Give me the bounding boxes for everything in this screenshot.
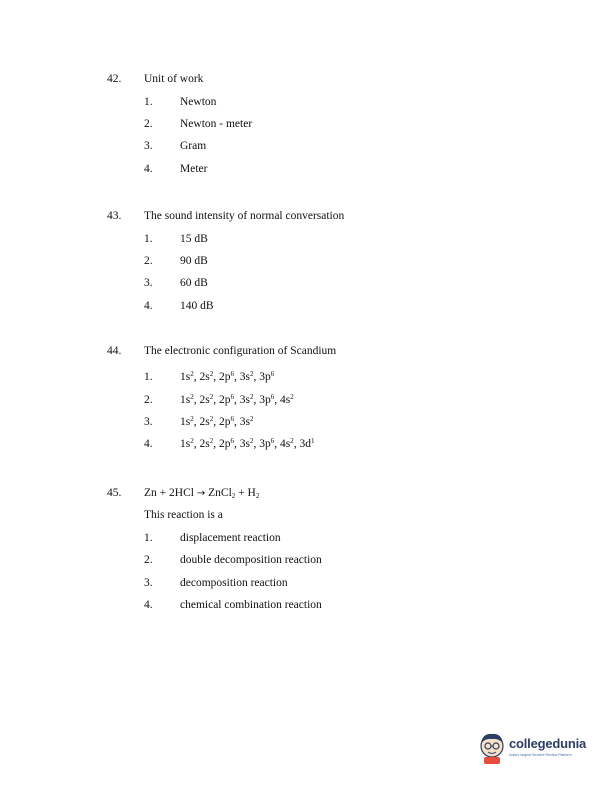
option-number: 3. <box>144 277 153 289</box>
question-equation: Zn + 2HCl → ZnCl$_2$ + $H_2$ <box>144 487 260 500</box>
option-43-1 <box>0 233 612 249</box>
question-number: 42. <box>107 73 122 85</box>
option-text: displacement reaction <box>180 532 281 544</box>
option-text: chemical combination reaction <box>180 599 322 611</box>
option-number: 4. <box>144 163 153 175</box>
option-text: Meter <box>180 163 208 175</box>
option-44-2 <box>0 394 612 410</box>
option-text: Newton - meter <box>180 118 253 130</box>
option-number: 3. <box>144 577 153 589</box>
option-number: 3. <box>144 140 153 152</box>
option-42-4 <box>0 163 612 179</box>
option-45-1 <box>0 532 612 548</box>
option-number: 4. <box>144 599 153 611</box>
collegedunia-logo <box>478 731 598 767</box>
option-45-4 <box>0 599 612 615</box>
option-text: double decomposition reaction <box>180 554 322 566</box>
option-number: 3. <box>144 416 153 428</box>
option-text: $1s^2$, $2s^2$, $2p^6$, $3s^2$, $3p^6$, $4s^2$, $3d^1$ <box>180 437 315 450</box>
option-number: 2. <box>144 118 153 130</box>
option-43-4 <box>0 300 612 316</box>
logo-name: collegedunia <box>509 736 587 751</box>
option-number: 2. <box>144 394 153 406</box>
option-number: 1. <box>144 371 153 383</box>
option-text: decomposition reaction <box>180 577 288 589</box>
option-number: 4. <box>144 300 153 312</box>
option-42-2 <box>0 118 612 134</box>
option-number: 2. <box>144 554 153 566</box>
mascot-icon <box>478 731 506 765</box>
option-45-3 <box>0 577 612 593</box>
option-number: 1. <box>144 233 153 245</box>
option-text: 140 dB <box>180 300 214 312</box>
question-number: 45. <box>107 487 122 499</box>
question-text: The sound intensity of normal conversation <box>144 210 345 222</box>
question-text: The electronic configuration of Scandium <box>144 345 337 357</box>
option-number: 1. <box>144 532 153 544</box>
option-44-4 <box>0 438 612 454</box>
option-42-3 <box>0 140 612 156</box>
question-number: 44. <box>107 345 122 357</box>
question-subtext: This reaction is a <box>144 509 223 521</box>
option-text: $1s^2$, $2s^2$, $2p^6$, $3s^2$, $3p^6$ <box>180 370 275 383</box>
option-number: 4. <box>144 438 153 450</box>
option-text: 60 dB <box>180 277 208 289</box>
option-44-1 <box>0 371 612 387</box>
option-number: 2. <box>144 255 153 267</box>
option-text: 15 dB <box>180 233 208 245</box>
option-text: $1s^2$, $2s^2$, $2p^6$, $3s^2$ <box>180 415 254 428</box>
option-43-3 <box>0 277 612 293</box>
logo-tagline: India's largest Student Review Platform <box>509 753 572 757</box>
option-43-2 <box>0 255 612 271</box>
option-42-1 <box>0 96 612 112</box>
question-number: 43. <box>107 210 122 222</box>
option-text: $1s^2$, $2s^2$, $2p^6$, $3s^2$, $3p^6$, $4s^2$ <box>180 393 294 406</box>
option-44-3 <box>0 416 612 432</box>
question-text: Unit of work <box>144 73 204 85</box>
option-number: 1. <box>144 96 153 108</box>
option-45-2 <box>0 554 612 570</box>
option-text: Newton <box>180 96 217 108</box>
option-text: Gram <box>180 140 207 152</box>
option-text: 90 dB <box>180 255 208 267</box>
